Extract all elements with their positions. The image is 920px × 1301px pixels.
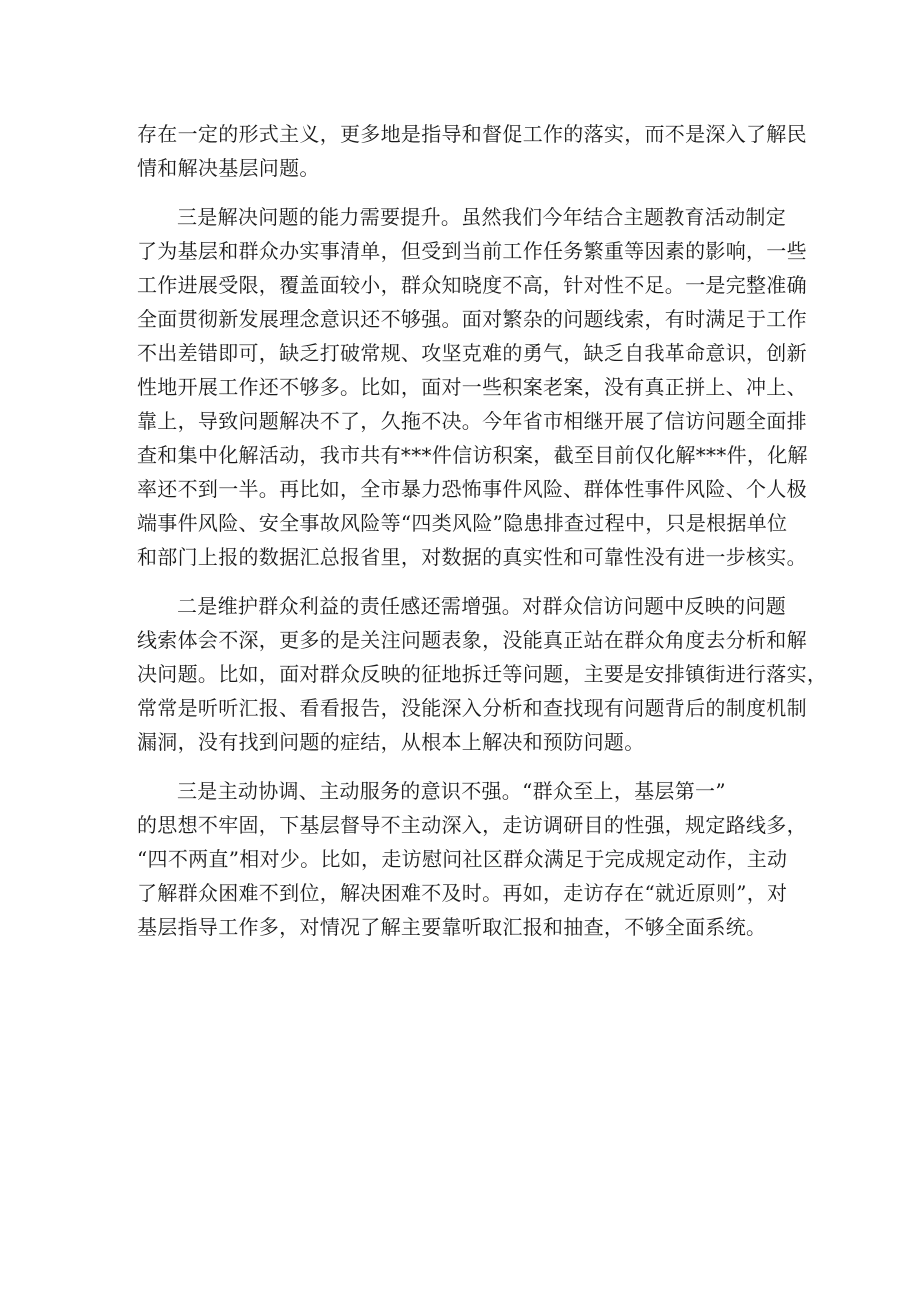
text-line: 工作进展受限，覆盖面较小，群众知晓度不高，针对性不足。一是完整准确 (137, 273, 807, 297)
paragraph-1 (137, 117, 807, 185)
text-line: 基层指导工作多，对情况了解主要靠听取汇报和抽查，不够全面系统。 (137, 915, 767, 939)
paragraph-3 (137, 589, 828, 759)
text-line: 端事件风险、安全事故风险等“四类风险”隐患排查过程中，只是根据单位 (137, 511, 788, 535)
text-line: 靠上，导致问题解决不了，久拖不决。今年省市相继开展了信访问题全面排 (137, 409, 807, 433)
text-line: 漏洞，没有找到问题的症结，从根本上解决和预防问题。 (137, 730, 645, 754)
text-line: 线索体会不深，更多的是关注问题表象，没能真正站在群众角度去分析和解 (137, 628, 807, 652)
text-line: 不出差错即可，缺乏打破常规、攻坚克难的勇气，缺乏自我革命意识，创新 (137, 341, 807, 365)
text-line: “四不两直”相对少。比如，走访慰问社区群众满足于完成规定动作，主动 (137, 847, 788, 871)
text-line: 决问题。比如，面对群众反映的征地拆迁等问题，主要是安排镇街进行落实， (137, 662, 828, 686)
text-line: 了解群众困难不到位，解决困难不及时。再如，走访存在“就近原则”，对 (137, 881, 788, 905)
text-line: 率还不到一半。再比如，全市暴力恐怖事件风险、群体性事件风险、个人极 (137, 477, 807, 501)
text-line: 了为基层和群众办实事清单，但受到当前工作任务繁重等因素的影响，一些 (137, 239, 807, 263)
text-line: 三是解决问题的能力需要提升。虽然我们今年结合主题教育活动制定 (177, 205, 786, 229)
text-line: 全面贯彻新发展理念意识还不够强。面对繁杂的问题线索，有时满足于工作 (137, 307, 807, 331)
document-body (137, 117, 828, 959)
text-line: 存在一定的形式主义，更多地是指导和督促工作的落实，而不是深入了解民 (137, 122, 807, 146)
text-line: 性地开展工作还不够多。比如，面对一些积案老案，没有真正拼上、冲上、 (137, 375, 807, 399)
paragraph-2 (137, 200, 808, 574)
text-line: 情和解决基层问题。 (137, 156, 320, 180)
text-line: 查和集中化解活动，我市共有***件信访积案，截至目前仅化解***件，化解 (137, 443, 808, 467)
text-line: 和部门上报的数据汇总报省里，对数据的真实性和可靠性没有进一步核实。 (137, 545, 807, 569)
paragraph-4 (137, 774, 807, 944)
text-line: 二是维护群众利益的责任感还需增强。对群众信访问题中反映的问题 (177, 594, 786, 618)
text-line: 常常是听听汇报、看看报告，没能深入分析和查找现有问题背后的制度机制 (137, 696, 807, 720)
text-line: 三是主动协调、主动服务的意识不强。“群众至上，基层第一” (177, 779, 726, 803)
text-line: 的思想不牢固，下基层督导不主动深入，走访调研目的性强，规定路线多， (137, 813, 807, 837)
